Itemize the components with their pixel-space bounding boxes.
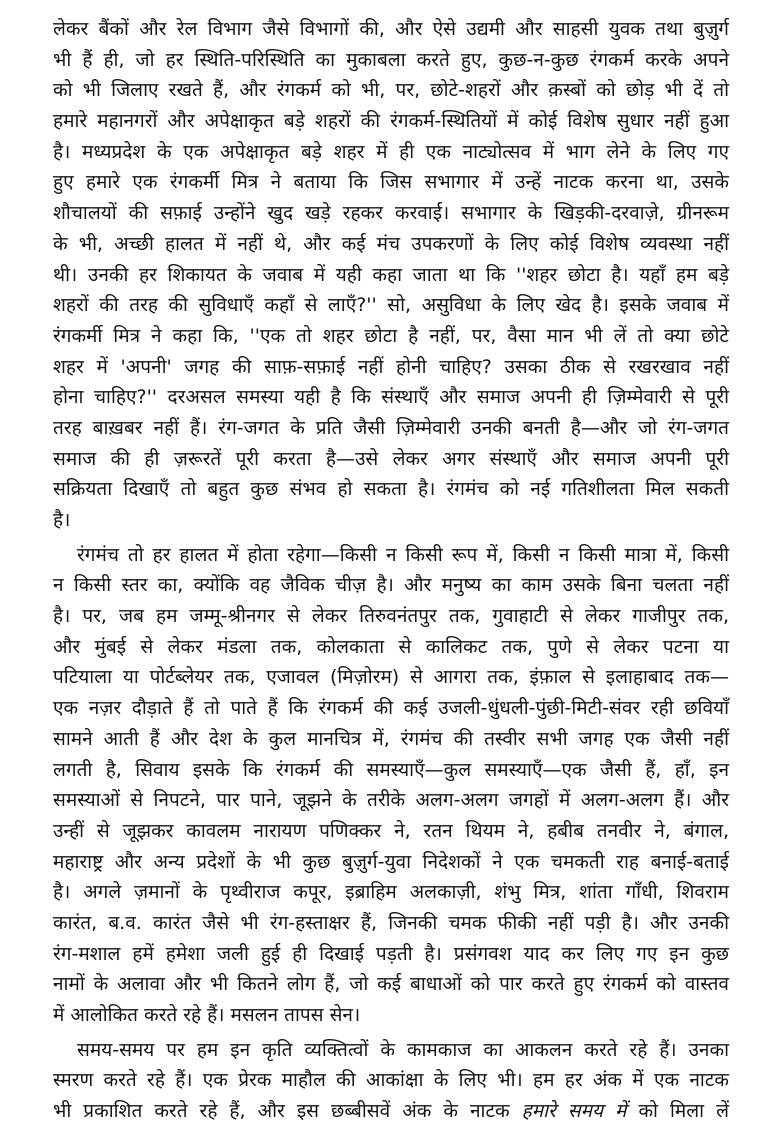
- text-line: तरह बाख़बर नहीं हैं। रंग-जगत के प्रति जैसी ज़िम्मेवारी उनकी बनती है—और जो रंग-जगत: [53, 416, 729, 439]
- text-line: में आलोकित करते रहे हैं। मसलन तापस सेन।: [53, 1004, 361, 1026]
- text-line: शौचालयों की सफ़ाई उन्होंने खुद खड़े रहकर करवाई। सभागार के खिड़की-दरवाज़े, ग्रीनरूम: [53, 202, 729, 225]
- text-line: और मुंबई से लेकर मंडला तक, कोलकाता से कालिकट तक, पुणे से लेकर पटना या: [53, 635, 729, 658]
- text-line: है। अगले ज़मानों के पृथ्वीराज कपूर, इब्राहिम अलकाज़ी, शंभु मित्र, शांता गाँधी, शिवराम: [53, 881, 729, 904]
- text-line: कारंत, ब.व. कारंत जैसे भी रंग-हस्ताक्षर हैं, जिनकी चमक फीकी नहीं पड़ी है। और उनकी: [53, 911, 729, 934]
- text-line: सामने आती हैं और देश के कुल मानचित्र में, रंगमंच की तस्वीर सभी जगह एक जैसी नहीं: [53, 727, 729, 750]
- text-line: के भी, अच्छी हालत में नहीं थे, और कई मंच उपकरणों के लिए कोई विशेष व्यवस्था नहीं: [53, 232, 729, 255]
- text-line: थी। उनकी हर शिकायत के जवाब में यही कहा जाता था कि ''शहर छोटा है। यहाँ हम बड़े: [53, 263, 729, 286]
- document-page: [53, 14, 729, 1127]
- text-line: लेकर बैंकों और रेल विभाग जैसे विभागों की, और ऐसे उद्यमी और साहसी युवक तथा बुज़ुर्ग: [53, 18, 729, 40]
- text-line: है। मध्यप्रदेश के एक अपेक्षाकृत बड़े शहर में ही एक नाट्योत्सव में भाग लेने के लिए गए: [53, 140, 729, 163]
- text-line: एक नज़र दौड़ाते हैं तो पाते हैं कि रंगकर्म की कई उजली-धुंधली-पुंछी-मिटी-संवर रही छवियाँ: [53, 697, 729, 720]
- text-line-final: [53, 1096, 729, 1127]
- text-line: पटियाला या पोर्टब्लेयर तक, एजावल (मिज़ोरम) से आगरा तक, इंफ़ाल से इलाहाबाद तक—: [53, 666, 729, 689]
- text-run: को मिला लें: [626, 1100, 729, 1123]
- text-line: हमारे महानगरों और अपेक्षाकृत बड़े शहरों की रंगकर्म-स्थितियों में कोई विशेष सुधार नहीं हुआ: [53, 110, 729, 133]
- text-line: हुए हमारे एक रंगकर्मी मित्र ने बताया कि जिस सभागार में उन्हें नाटक करना था, उसके: [53, 171, 729, 194]
- text-line: समाज की ही ज़रूरतें पूरी करता है—उसे लेकर अगर संस्थाएँ और समाज अपनी पूरी: [53, 447, 729, 470]
- text-line: महाराष्ट्र और अन्य प्रदेशों के भी कुछ बुज़ुर्ग-युवा निदेशकों ने एक चमकती राह बनाई-बताई: [53, 850, 729, 873]
- text-line: सक्रियता दिखाएँ तो बहुत कुछ संभव हो सकता है। रंगमंच को नई गतिशीलता मिल सकती: [53, 478, 729, 501]
- text-line: रंगकर्मी मित्र ने कहा कि, ''एक तो शहर छोटा है नहीं, पर, वैसा मान भी लें तो क्या छोटे: [53, 324, 729, 347]
- text-line: शहर में 'अपनी' जगह की साफ़-सफ़ाई नहीं होनी चाहिए? उसका ठीक से रखरखाव नहीं: [53, 355, 729, 378]
- text-line: रंगमंच तो हर हालत में होता रहेगा—किसी न किसी रूप में, किसी न किसी मात्रा में, किसी: [77, 543, 729, 566]
- paragraph-1: [53, 14, 729, 536]
- text-line: रंग-मशाल हमें हमेशा जली हुई ही दिखाई पड़ती है। प्रसंगवश याद कर लिए गए इन कुछ: [53, 942, 729, 965]
- text-line: शहरों की तरह की सुविधाएँ कहाँ से लाएँ?'' सो, असुविधा के लिए खेद है। इसके जवाब में: [53, 294, 729, 317]
- play-title-emphasis: हमारे समय में: [521, 1100, 627, 1123]
- text-line: भी हैं ही, जो हर स्थिति-परिस्थिति का मुकाबला करते हुए, कुछ-न-कुछ रंगकर्म करके अपने: [53, 48, 729, 71]
- text-line: लगती है, सिवाय इसके कि रंगकर्म की समस्याएँ—कुल समस्याएँ—एक जैसी हैं, हाँ, इन: [53, 758, 729, 781]
- paragraph-2: [53, 540, 729, 1031]
- text-line: न किसी स्तर का, क्योंकि वह जैविक चीज़ है। और मनुष्य का काम उसके बिना चलता नहीं: [53, 574, 729, 597]
- text-line: है। पर, जब हम जम्मू-श्रीनगर से लेकर तिरुवनंतपुर तक, गुवाहाटी से लेकर गाजीपुर तक,: [53, 605, 729, 628]
- text-line: नामों के अलावा और भी कितने लोग हैं, जो कई बाधाओं को पार करते हुए रंगकर्म को वास्तव: [53, 973, 729, 996]
- text-run: भी प्रकाशित करते रहे हैं, और इस छब्बीसवें अंक के नाटक: [53, 1100, 522, 1123]
- text-line: उन्हीं से जूझकर कावलम नारायण पणिक्कर ने, रतन थियम ने, हबीब तनवीर ने, बंगाल,: [53, 819, 729, 842]
- paragraph-3: [53, 1035, 729, 1127]
- text-line: होना चाहिए?'' दरअसल समस्या यही है कि संस्थाएँ और समाज अपनी ही ज़िम्मेवारी से पूरी: [53, 386, 729, 409]
- text-line: समस्याओं से निपटने, पार पाने, जूझने के तरीके अलग-अलग जगहों में अलग-अलग हैं। और: [53, 789, 729, 812]
- text-line: को भी जिलाए रखते हैं, और रंगकर्म को भी, पर, छोटे-शहरों और क़स्बों को छोड़ भी दें तो: [53, 79, 729, 102]
- text-line: स्मरण करते रहे हैं। एक प्रेरक माहौल की आकांक्षा के लिए भी। हम हर अंक में एक नाटक: [53, 1069, 729, 1092]
- text-line: समय-समय पर हम इन कृति व्यक्तित्वों के कामकाज का आकलन करते रहे हैं। उनका: [77, 1038, 729, 1061]
- text-line: है।: [53, 509, 71, 531]
